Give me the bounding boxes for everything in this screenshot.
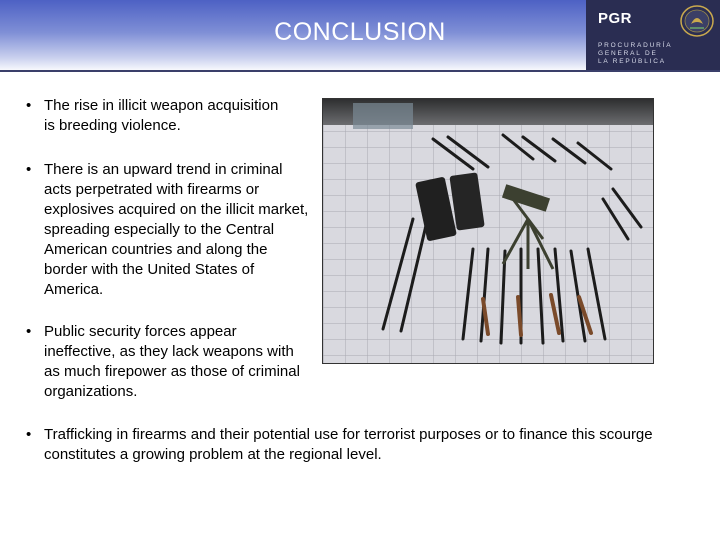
bullet-marker-2: • — [26, 161, 32, 178]
eagle-seal-icon — [678, 4, 716, 38]
bullet-marker-3: • — [26, 323, 32, 340]
header-divider — [0, 70, 720, 72]
pgr-logo-text: PGR — [598, 10, 633, 27]
logo-sub-line-1: PROCURADURÍA — [598, 42, 673, 49]
bullet-text-2: There is an upward trend in criminal acts perpetrated with firearms or explosives acquired on the illicit market, spreading especially to the Central American countries and along the border with the United States of America. — [44, 161, 309, 298]
bullet-text-3: Public security forces appear ineffective, as they lack weapons with as much firepower as those of criminal organizations. — [44, 323, 300, 400]
bullet-marker-4: • — [26, 426, 32, 443]
logo-sub-line-3: LA REPÚBLICA — [598, 58, 666, 65]
bullet-text-4: Trafficking in firearms and their potential use for terrorist purposes or to finance this scourge constitutes a growing problem at the regional level. — [44, 426, 653, 463]
bullet-text-1: The rise in illicit weapon acquisition is breeding violence. — [44, 97, 279, 134]
seized-weapons-photo — [322, 98, 654, 364]
logo-sub-line-2: GENERAL DE — [598, 50, 658, 57]
slide-title: CONCLUSION — [274, 18, 446, 46]
pgr-logo-subtitle — [598, 42, 708, 66]
bullet-marker-1: • — [26, 97, 32, 114]
